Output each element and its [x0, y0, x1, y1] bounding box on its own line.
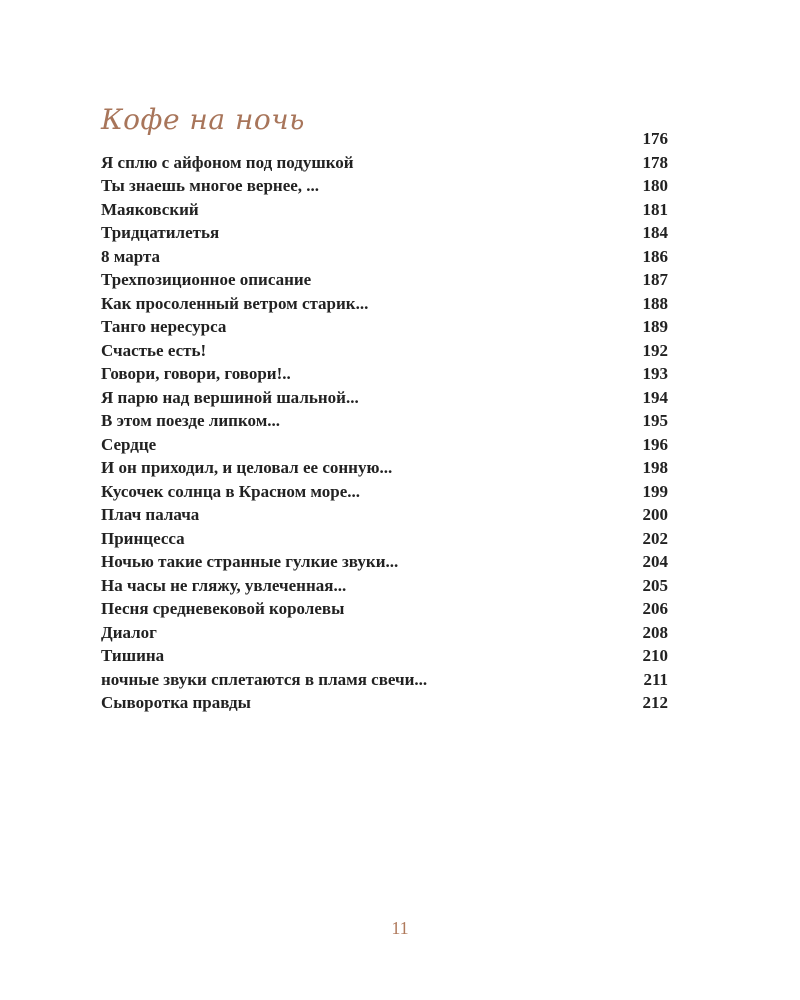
toc-entry: [101, 315, 668, 339]
toc-entry: [101, 597, 668, 621]
toc-entry: [101, 245, 668, 269]
toc-entry-page: 212: [642, 693, 668, 712]
toc-entry-page: 208: [642, 622, 668, 642]
toc-entry-title: Тишина: [101, 646, 165, 665]
section-title: Кофе на ночь: [101, 103, 305, 136]
toc-entry: [101, 480, 668, 504]
toc-entry-page: 193: [642, 364, 668, 383]
toc-entry: [101, 386, 668, 410]
toc-entry-title: 8 марта: [101, 246, 161, 266]
toc-entry: [101, 198, 668, 222]
toc-entry: [101, 668, 668, 692]
toc-entry-page: 181: [642, 199, 668, 219]
toc-entry-page: 210: [642, 646, 668, 665]
toc-entry: [101, 621, 668, 645]
toc-entry-title: На часы не гляжу, увлеченная...: [101, 575, 347, 595]
toc-entry: [101, 527, 668, 551]
toc-entry-page: 205: [642, 575, 668, 595]
table-of-contents: [101, 127, 668, 715]
toc-entry-page: 204: [642, 552, 668, 571]
toc-entry-title: Ночью такие странные гулкие звуки...: [101, 552, 399, 571]
page-number: 11: [391, 918, 409, 938]
toc-entry-title: Тридцатилетья: [101, 223, 220, 242]
toc-entry-page: 196: [642, 434, 668, 454]
toc-entry: [101, 292, 668, 316]
toc-entry-title: Кусочек солнца в Красном море...: [101, 481, 361, 501]
toc-entry: [101, 268, 668, 292]
toc-entry-title: Принцесса: [101, 528, 185, 548]
toc-entry-page: 178: [642, 152, 668, 172]
toc-entry-page: 200: [642, 505, 668, 524]
toc-entry-title: Трехпозиционное описание: [101, 270, 312, 289]
toc-entry-page: 195: [642, 411, 668, 430]
toc-entry: [101, 151, 668, 175]
toc-entry: [101, 127, 668, 151]
toc-entry-title: Счастье есть!: [101, 340, 207, 360]
toc-entry-page: 192: [642, 340, 668, 360]
toc-entry: [101, 221, 668, 245]
toc-entry-title: Как просоленный ветром старик...: [101, 293, 369, 313]
toc-entry: [101, 456, 668, 480]
toc-entry-page: 188: [642, 293, 668, 313]
toc-entry: [101, 574, 668, 598]
toc-entry-title: Плач палача: [101, 505, 200, 524]
toc-entry: [101, 433, 668, 457]
toc-entry-title: Сыворотка правды: [101, 693, 251, 712]
toc-entry-title: Диалог: [101, 622, 157, 642]
toc-entry-page: 180: [642, 176, 668, 195]
toc-entry: [101, 503, 668, 527]
toc-entry: [101, 339, 668, 363]
toc-entry-title: Говори, говори, говори!..: [101, 364, 291, 383]
toc-entry-title: И он приходил, и целовал ее сонную...: [101, 458, 393, 477]
toc-entry-title: Ты знаешь многое вернее, ...: [101, 176, 320, 195]
toc-entry-title: В этом поезде липком...: [101, 411, 281, 430]
toc-entry-title: Танго нересурса: [101, 317, 227, 336]
toc-entry-page: 206: [642, 599, 668, 618]
toc-entry: [101, 174, 668, 198]
toc-entry-page: 187: [642, 270, 668, 289]
toc-entry-page: 202: [642, 528, 668, 548]
toc-entry-page: 211: [643, 669, 668, 689]
toc-entry-page: 198: [642, 458, 668, 477]
toc-entry: [101, 362, 668, 386]
toc-entry: [101, 691, 668, 715]
toc-entry-title: Я парю над вершиной шальной...: [101, 387, 359, 407]
toc-entry-title: ночные звуки сплетаются в пламя свечи...: [101, 669, 428, 689]
toc-entry-title: Маяковский: [101, 199, 199, 219]
toc-entry-page: 199: [642, 481, 668, 501]
toc-entry: [101, 550, 668, 574]
toc-entry-page: 186: [642, 246, 668, 266]
toc-entry-title: Я сплю с айфоном под подушкой: [101, 152, 354, 172]
toc-entry-page: 184: [642, 223, 668, 242]
toc-entry-page: 189: [642, 317, 668, 336]
toc-entry: [101, 409, 668, 433]
toc-entry-title: Песня средневековой королевы: [101, 599, 345, 618]
toc-entry: [101, 644, 668, 668]
toc-entry-title: Сердце: [101, 434, 157, 454]
toc-entry-page: 194: [642, 387, 668, 407]
toc-entry-page: 176: [642, 129, 668, 148]
